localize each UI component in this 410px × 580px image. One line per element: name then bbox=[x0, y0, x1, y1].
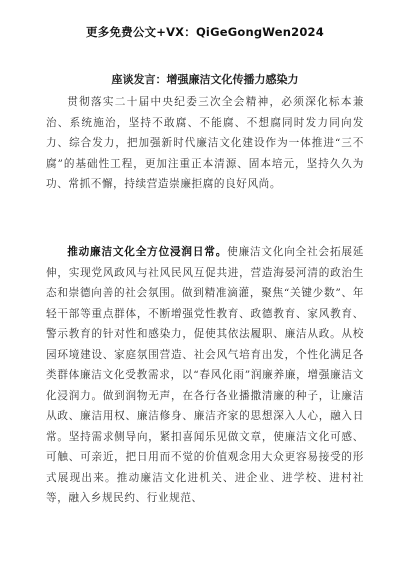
paragraph-2-body: 使廉洁文化向全社会拓展延伸，实现党风政风与社风民风互促共进，营造海晏河清的政治生态和崇德向善的社会氛围。做到精准滴灌，聚焦“关键少数”、年轻干部等重点群体，不断增强党性教育、政德教育、家风教育、警示教育的针对性和感染力，促使其依法履职、廉洁从政。从校园环境建设、家庭氛围营造、社会风气培育出发，个性化满足各类群体廉洁文化受教需求，以“春风化雨”润廉养廉，增强廉洁文化浸润力。做到润物无声，在各行各业播撒清廉的种子，让廉洁从政、廉洁用权、廉洁修身、廉洁齐家的思想深入人心，融入日常。坚持需求侧导向，紧扣喜闻乐见做文章，使廉洁文化可感、可触、可亲近，把日用而不觉的价值观念用大众更容易接受的形式展现出来。推动廉洁文化进机关、进企业、进学校、进村社等，融入乡规民约、行业规范、 bbox=[46, 246, 365, 504]
paragraph-2-lead: 推动廉洁文化全方位浸润日常。 bbox=[67, 246, 228, 258]
page-header: 更多免费公文+VX：QiGeGongWen2024 bbox=[86, 25, 324, 39]
article-subtitle: 座谈发言：增强廉洁文化传播力感染力 bbox=[111, 73, 299, 86]
paragraph-2 bbox=[46, 242, 364, 509]
paragraph-1: 贯彻落实二十届中央纪委三次全会精神，必须深化标本兼治、系统施治，坚持不敢腐、不能腐、不想腐同时发力同向发力、综合发力，把加强新时代廉洁文化建设作为一体推进“三不腐”的基础性工程，更加注重正本清源、固本培元，坚持久久为功、常抓不懈，持续营造崇廉拒腐的良好风尚。 bbox=[46, 96, 364, 190]
